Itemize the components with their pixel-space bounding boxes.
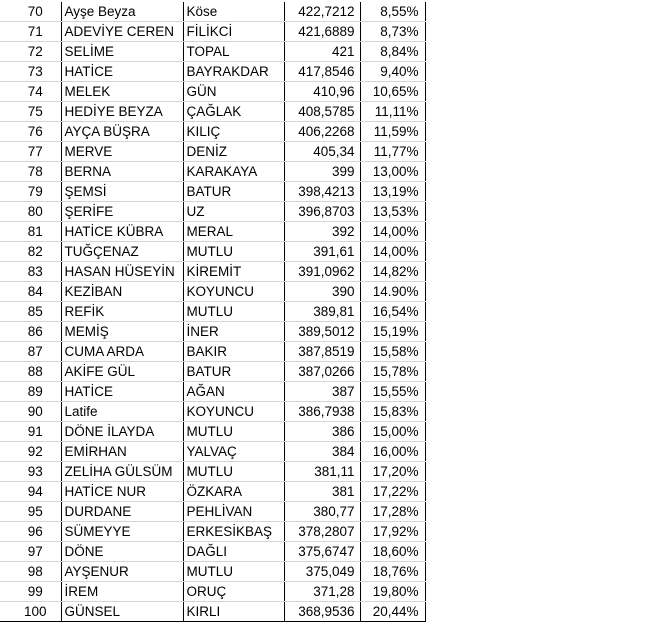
first-name-cell[interactable]: BERNA	[61, 162, 183, 182]
row-number-cell[interactable]: 94	[0, 482, 61, 502]
table-row	[0, 82, 425, 102]
last-name-cell[interactable]: Köse	[183, 2, 284, 22]
last-name-cell[interactable]: MUTLU	[183, 422, 284, 442]
table-row	[0, 542, 425, 562]
percent-cell[interactable]: 16,00%	[360, 442, 425, 462]
last-name-cell[interactable]: BAYRAKDAR	[183, 62, 284, 82]
first-name-cell[interactable]: SÜMEYYE	[61, 522, 183, 542]
last-name-cell[interactable]: MUTLU	[183, 302, 284, 322]
first-name-cell[interactable]: HATİCE KÜBRA	[61, 222, 183, 242]
first-name-cell[interactable]: GÜNSEL	[61, 602, 183, 622]
score-cell[interactable]: 421	[284, 42, 360, 62]
score-cell[interactable]: 389,81	[284, 302, 360, 322]
first-name-cell[interactable]: AYÇA BÜŞRA	[61, 122, 183, 142]
table-row	[0, 362, 425, 382]
score-cell[interactable]: 368,9536	[284, 602, 360, 622]
first-name-cell[interactable]: AKİFE GÜL	[61, 362, 183, 382]
table-row	[0, 562, 425, 582]
last-name-cell[interactable]: PEHLİVAN	[183, 502, 284, 522]
table-row	[0, 262, 425, 282]
score-cell[interactable]: 410,96	[284, 82, 360, 102]
table-row	[0, 422, 425, 442]
row-number-cell[interactable]: 71	[0, 22, 61, 42]
score-cell[interactable]: 375,049	[284, 562, 360, 582]
percent-cell[interactable]: 9,40%	[360, 62, 425, 82]
row-number-cell[interactable]: 82	[0, 242, 61, 262]
last-name-cell[interactable]: MUTLU	[183, 242, 284, 262]
percent-cell[interactable]: 10,65%	[360, 82, 425, 102]
table-row	[0, 602, 425, 622]
percent-cell[interactable]: 11,59%	[360, 122, 425, 142]
percent-cell[interactable]: 16,54%	[360, 302, 425, 322]
percent-cell[interactable]: 8,84%	[360, 42, 425, 62]
score-cell[interactable]: 386,7938	[284, 402, 360, 422]
percent-cell[interactable]: 15,78%	[360, 362, 425, 382]
table-row	[0, 522, 425, 542]
row-number-cell[interactable]: 81	[0, 222, 61, 242]
first-name-cell[interactable]: MERVE	[61, 142, 183, 162]
score-cell[interactable]: 421,6889	[284, 22, 360, 42]
first-name-cell[interactable]: HASAN HÜSEYİN	[61, 262, 183, 282]
percent-cell[interactable]: 20,44%	[360, 602, 425, 622]
percent-cell[interactable]: 14.90%	[360, 282, 425, 302]
row-number-cell[interactable]: 78	[0, 162, 61, 182]
first-name-cell[interactable]: REFİK	[61, 302, 183, 322]
first-name-cell[interactable]: MELEK	[61, 82, 183, 102]
score-cell[interactable]: 398,4213	[284, 182, 360, 202]
row-number-cell[interactable]: 91	[0, 422, 61, 442]
percent-cell[interactable]: 11,77%	[360, 142, 425, 162]
table-row	[0, 242, 425, 262]
first-name-cell[interactable]: HATİCE	[61, 382, 183, 402]
table-row	[0, 302, 425, 322]
table-row	[0, 402, 425, 422]
row-number-cell[interactable]: 93	[0, 462, 61, 482]
row-number-cell[interactable]: 97	[0, 542, 61, 562]
first-name-cell[interactable]: ŞEMSİ	[61, 182, 183, 202]
last-name-cell[interactable]: ÖZKARA	[183, 482, 284, 502]
percent-cell[interactable]: 13,00%	[360, 162, 425, 182]
score-cell[interactable]: 389,5012	[284, 322, 360, 342]
score-cell[interactable]: 422,7212	[284, 2, 360, 22]
score-cell[interactable]: 381,11	[284, 462, 360, 482]
first-name-cell[interactable]: HATİCE	[61, 62, 183, 82]
percent-cell[interactable]: 15,58%	[360, 342, 425, 362]
table-row	[0, 62, 425, 82]
last-name-cell[interactable]: ÇAĞLAK	[183, 102, 284, 122]
first-name-cell[interactable]: HEDİYE BEYZA	[61, 102, 183, 122]
table-row	[0, 462, 425, 482]
last-name-cell[interactable]: KİREMİT	[183, 262, 284, 282]
last-name-cell[interactable]: KOYUNCU	[183, 282, 284, 302]
row-number-cell[interactable]: 89	[0, 382, 61, 402]
table-row	[0, 2, 425, 22]
score-cell[interactable]: 387	[284, 382, 360, 402]
percent-cell[interactable]: 15,83%	[360, 402, 425, 422]
percent-cell[interactable]: 8,55%	[360, 2, 425, 22]
table-row	[0, 442, 425, 462]
table-row	[0, 22, 425, 42]
score-cell[interactable]: 387,8519	[284, 342, 360, 362]
last-name-cell[interactable]: BAKIR	[183, 342, 284, 362]
percent-cell[interactable]: 15,19%	[360, 322, 425, 342]
percent-cell[interactable]: 19,80%	[360, 582, 425, 602]
last-name-cell[interactable]: DENİZ	[183, 142, 284, 162]
first-name-cell[interactable]: HATİCE NUR	[61, 482, 183, 502]
score-cell[interactable]: 405,34	[284, 142, 360, 162]
row-number-cell[interactable]: 83	[0, 262, 61, 282]
table-row	[0, 142, 425, 162]
last-name-cell[interactable]: MUTLU	[183, 562, 284, 582]
percent-cell[interactable]: 13,19%	[360, 182, 425, 202]
score-cell[interactable]: 417,8546	[284, 62, 360, 82]
last-name-cell[interactable]: FİLİKCİ	[183, 22, 284, 42]
percent-cell[interactable]: 18,76%	[360, 562, 425, 582]
spreadsheet-table	[0, 2, 426, 622]
score-cell[interactable]: 371,28	[284, 582, 360, 602]
percent-cell[interactable]: 14,00%	[360, 242, 425, 262]
percent-cell[interactable]: 17,20%	[360, 462, 425, 482]
last-name-cell[interactable]: KARAKAYA	[183, 162, 284, 182]
row-number-cell[interactable]: 74	[0, 82, 61, 102]
row-number-cell[interactable]: 99	[0, 582, 61, 602]
score-cell[interactable]: 387,0266	[284, 362, 360, 382]
table-row	[0, 482, 425, 502]
last-name-cell[interactable]: ORUÇ	[183, 582, 284, 602]
table-row	[0, 382, 425, 402]
table-row	[0, 322, 425, 342]
score-cell[interactable]: 380,77	[284, 502, 360, 522]
score-cell[interactable]: 396,8703	[284, 202, 360, 222]
row-number-cell[interactable]: 77	[0, 142, 61, 162]
score-cell[interactable]: 408,5785	[284, 102, 360, 122]
last-name-cell[interactable]: DAĞLI	[183, 542, 284, 562]
table-row	[0, 102, 425, 122]
row-number-cell[interactable]: 79	[0, 182, 61, 202]
row-number-cell[interactable]: 100	[0, 602, 61, 622]
percent-cell[interactable]: 11,11%	[360, 102, 425, 122]
score-cell[interactable]: 390	[284, 282, 360, 302]
row-number-cell[interactable]: 76	[0, 122, 61, 142]
table-row	[0, 342, 425, 362]
row-number-cell[interactable]: 73	[0, 62, 61, 82]
percent-cell[interactable]: 15,00%	[360, 422, 425, 442]
table-row	[0, 42, 425, 62]
first-name-cell[interactable]: EMİRHAN	[61, 442, 183, 462]
percent-cell[interactable]: 8,73%	[360, 22, 425, 42]
score-cell[interactable]: 392	[284, 222, 360, 242]
last-name-cell[interactable]: BATUR	[183, 362, 284, 382]
first-name-cell[interactable]: Latife	[61, 402, 183, 422]
first-name-cell[interactable]: ŞERİFE	[61, 202, 183, 222]
first-name-cell[interactable]: İREM	[61, 582, 183, 602]
table-row	[0, 162, 425, 182]
row-number-cell[interactable]: 88	[0, 362, 61, 382]
row-number-cell[interactable]: 84	[0, 282, 61, 302]
first-name-cell[interactable]: DÖNE	[61, 542, 183, 562]
table-row	[0, 582, 425, 602]
table-row	[0, 282, 425, 302]
last-name-cell[interactable]: BATUR	[183, 182, 284, 202]
first-name-cell[interactable]: ZELİHA GÜLSÜM	[61, 462, 183, 482]
last-name-cell[interactable]: MUTLU	[183, 462, 284, 482]
table-row	[0, 182, 425, 202]
row-number-cell[interactable]: 75	[0, 102, 61, 122]
last-name-cell[interactable]: İNER	[183, 322, 284, 342]
first-name-cell[interactable]: KEZİBAN	[61, 282, 183, 302]
row-number-cell[interactable]: 87	[0, 342, 61, 362]
first-name-cell[interactable]: DURDANE	[61, 502, 183, 522]
score-cell[interactable]: 406,2268	[284, 122, 360, 142]
row-number-cell[interactable]: 70	[0, 2, 61, 22]
percent-cell[interactable]: 17,28%	[360, 502, 425, 522]
score-cell[interactable]: 375,6747	[284, 542, 360, 562]
table-row	[0, 202, 425, 222]
row-number-cell[interactable]: 72	[0, 42, 61, 62]
last-name-cell[interactable]: KILIÇ	[183, 122, 284, 142]
spreadsheet-body	[0, 2, 425, 622]
last-name-cell[interactable]: MERAL	[183, 222, 284, 242]
table-row	[0, 222, 425, 242]
table-row	[0, 502, 425, 522]
row-number-cell[interactable]: 86	[0, 322, 61, 342]
score-cell[interactable]: 381	[284, 482, 360, 502]
score-cell[interactable]: 391,0962	[284, 262, 360, 282]
first-name-cell[interactable]: TUĞÇENAZ	[61, 242, 183, 262]
first-name-cell[interactable]: AYŞENUR	[61, 562, 183, 582]
percent-cell[interactable]: 17,22%	[360, 482, 425, 502]
last-name-cell[interactable]: GÜN	[183, 82, 284, 102]
row-number-cell[interactable]: 95	[0, 502, 61, 522]
percent-cell[interactable]: 17,92%	[360, 522, 425, 542]
percent-cell[interactable]: 14,00%	[360, 222, 425, 242]
last-name-cell[interactable]: AĞAN	[183, 382, 284, 402]
row-number-cell[interactable]: 96	[0, 522, 61, 542]
last-name-cell[interactable]: ERKESİKBAŞ	[183, 522, 284, 542]
score-cell[interactable]: 391,61	[284, 242, 360, 262]
last-name-cell[interactable]: TOPAL	[183, 42, 284, 62]
last-name-cell[interactable]: KOYUNCU	[183, 402, 284, 422]
percent-cell[interactable]: 18,60%	[360, 542, 425, 562]
first-name-cell[interactable]: Ayşe Beyza	[61, 2, 183, 22]
score-cell[interactable]: 378,2807	[284, 522, 360, 542]
row-number-cell[interactable]: 85	[0, 302, 61, 322]
score-cell[interactable]: 386	[284, 422, 360, 442]
last-name-cell[interactable]: KIRLI	[183, 602, 284, 622]
percent-cell[interactable]: 13,53%	[360, 202, 425, 222]
percent-cell[interactable]: 14,82%	[360, 262, 425, 282]
percent-cell[interactable]: 15,55%	[360, 382, 425, 402]
first-name-cell[interactable]: SELİME	[61, 42, 183, 62]
row-number-cell[interactable]: 98	[0, 562, 61, 582]
first-name-cell[interactable]: ADEVİYE CEREN	[61, 22, 183, 42]
first-name-cell[interactable]: DÖNE İLAYDA	[61, 422, 183, 442]
last-name-cell[interactable]: YALVAÇ	[183, 442, 284, 462]
row-number-cell[interactable]: 92	[0, 442, 61, 462]
first-name-cell[interactable]: CUMA ARDA	[61, 342, 183, 362]
row-number-cell[interactable]: 80	[0, 202, 61, 222]
score-cell[interactable]: 384	[284, 442, 360, 462]
table-row	[0, 122, 425, 142]
row-number-cell[interactable]: 90	[0, 402, 61, 422]
first-name-cell[interactable]: MEMİŞ	[61, 322, 183, 342]
last-name-cell[interactable]: UZ	[183, 202, 284, 222]
score-cell[interactable]: 399	[284, 162, 360, 182]
